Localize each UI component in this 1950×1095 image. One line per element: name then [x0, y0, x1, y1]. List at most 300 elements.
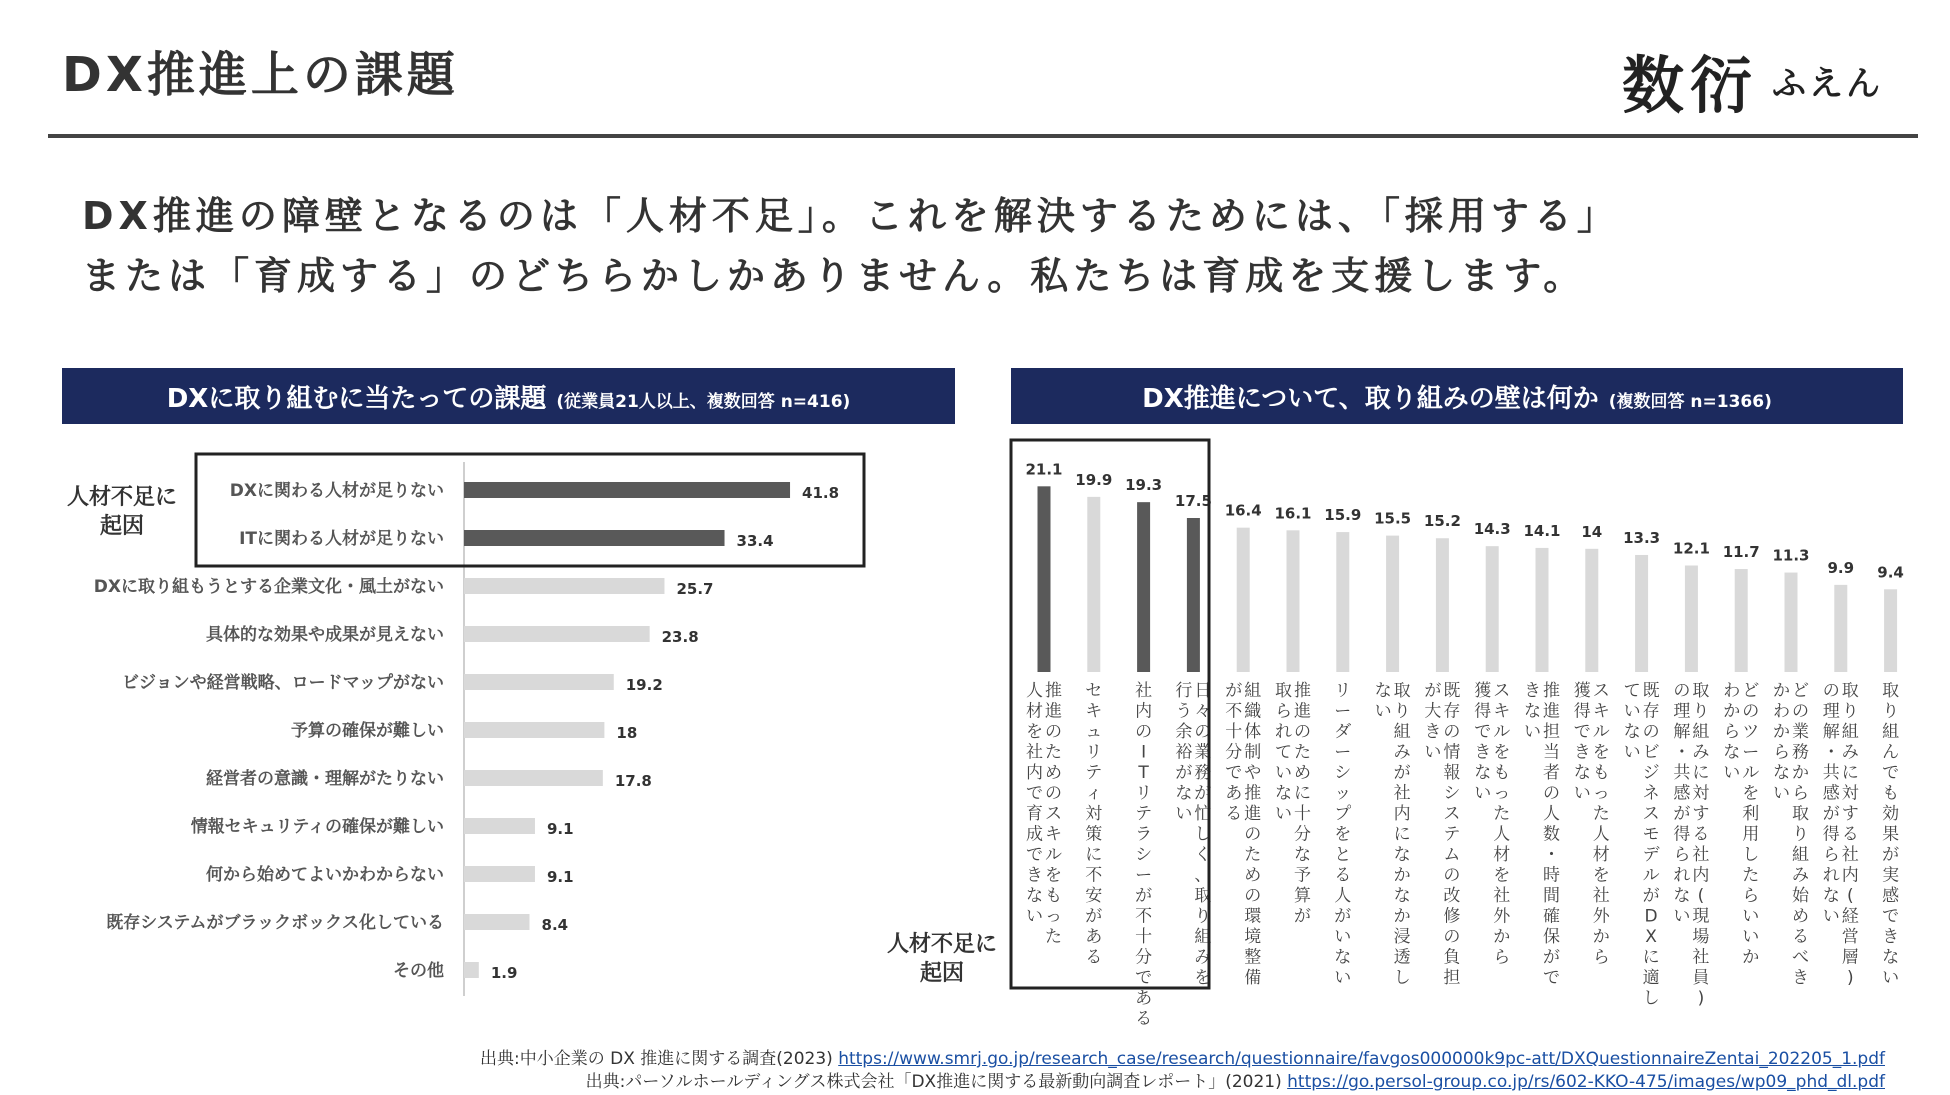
- right-chart-bar: [1635, 555, 1648, 672]
- right-chart-category-label-char: し: [1194, 824, 1212, 845]
- left-bar-chart: [60, 442, 880, 1006]
- right-chart-category-label-char: 解: [1673, 722, 1691, 742]
- right-chart-category-label-char: で: [1573, 722, 1591, 742]
- right-chart-category-label-char: の: [1443, 927, 1461, 947]
- right-chart-category-label-char: た: [1045, 927, 1062, 947]
- right-chart-category-label-char: い: [1424, 742, 1442, 763]
- right-chart-category-label-char: 十: [1135, 927, 1153, 947]
- right-chart-category-label-char: ル: [1642, 865, 1660, 886]
- right-chart-category-label-char: い: [1175, 804, 1193, 824]
- right-chart-category-label-char: い: [1524, 722, 1541, 742]
- right-chart-category-label-char: て: [1623, 681, 1641, 701]
- right-chart-category-label-char: が: [1194, 783, 1212, 804]
- right-chart-value-label: 15.2: [1423, 512, 1461, 531]
- right-chart-category-label-char: 進: [1543, 701, 1560, 722]
- right-chart-bar: [1087, 497, 1100, 672]
- right-chart-category-label-char: ツ: [1742, 722, 1760, 742]
- right-chart-category-label-char: な: [1374, 681, 1392, 701]
- right-chart-category-label-char: 社: [1135, 681, 1153, 701]
- right-chart-category-label-char: 組: [1692, 722, 1710, 742]
- right-chart-category-label-char: デ: [1642, 845, 1660, 865]
- right-chart-category-label-char: 果: [1882, 824, 1900, 845]
- right-chart-category-label-char: が: [1393, 763, 1411, 783]
- right-chart-category-label-char: 人: [1493, 824, 1511, 845]
- right-chart-category-label-char: を: [1334, 824, 1352, 845]
- right-chart-bar: [1585, 549, 1598, 672]
- right-chart-category-label-char: た: [1244, 845, 1262, 865]
- right-chart-category-label-char: 社: [1493, 886, 1511, 906]
- right-chart-category-label-char: ら: [1723, 722, 1741, 742]
- right-chart-category-label-char: ら: [1773, 742, 1790, 763]
- right-chart-category-label-char: を: [1045, 865, 1062, 886]
- left-chart-category-label: DXに関わる人材が足りない: [229, 481, 444, 501]
- right-chart-category-label-char: し: [1742, 845, 1760, 865]
- right-chart-category-label-char: の: [1792, 701, 1809, 722]
- right-chart-category-label-char: I: [1141, 742, 1147, 763]
- right-chart-category-label-char: か: [1393, 906, 1411, 927]
- right-chart-category-label-char: 得: [1673, 824, 1691, 845]
- right-chart-category-label-char: 対: [1692, 783, 1710, 804]
- right-chart-bar: [1884, 589, 1897, 672]
- right-chart-category-label-char: れ: [1822, 865, 1840, 886]
- right-chart-category-label-char: ・: [1822, 742, 1840, 763]
- right-chart-category-label-char: ッ: [1334, 783, 1352, 804]
- right-chart-category-label-char: ダ: [1334, 722, 1352, 742]
- right-chart-category-label-char: 推: [1045, 681, 1062, 701]
- right-bar-chart: [1005, 436, 1915, 1029]
- right-chart-category-label-char: 確: [1543, 906, 1560, 927]
- right-chart-category-label-char: 人: [1543, 804, 1560, 824]
- right-chart-bar: [1536, 548, 1549, 672]
- left-chart-value-label: 41.8: [802, 484, 840, 502]
- right-chart-category-label-char: を: [1592, 742, 1610, 763]
- right-chart-category-label-char: な: [1294, 845, 1311, 865]
- right-chart-category-label-char: 取: [1194, 886, 1212, 906]
- right-chart-category-label-char: な: [1882, 947, 1900, 968]
- right-chart-category-label-char: 不: [1225, 701, 1243, 722]
- right-chart-category-label-char: る: [1692, 824, 1710, 845]
- right-chart-category-label-char: い: [1773, 783, 1790, 804]
- left-chart-category-label: DXに取り組もうとする企業文化・風土がない: [93, 577, 444, 597]
- right-chart-category-label-char: 内: [1135, 701, 1153, 722]
- right-chart-category-label-char: を: [1493, 865, 1511, 886]
- headline: [82, 186, 1902, 306]
- right-chart-category-label-char: ス: [1642, 804, 1660, 824]
- right-chart-category-label-char: 当: [1543, 742, 1560, 763]
- right-chart-category-label-char: 進: [1244, 804, 1262, 824]
- right-chart-category-label-char: な: [1623, 722, 1641, 742]
- right-chart-category-label-char: 分: [1294, 824, 1311, 845]
- right-chart-category-label-char: 効: [1882, 804, 1900, 824]
- right-chart-category-label-char: 感: [1673, 783, 1691, 804]
- right-chart-value-label: 14.1: [1523, 521, 1561, 540]
- right-chart-category-label-char: 利: [1742, 804, 1760, 824]
- right-chart-category-label-char: が: [1225, 681, 1243, 701]
- logo-text: ふえん: [1772, 64, 1884, 104]
- right-chart-category-label-char: 算: [1294, 886, 1311, 906]
- right-chart-category-label-char: 材: [1592, 845, 1610, 865]
- right-chart-value-label: 11.7: [1722, 543, 1760, 562]
- left-chart-bar: [464, 530, 725, 546]
- right-chart-category-label-char: シ: [1443, 783, 1461, 804]
- source-1-text: 出典:中小企業の DX 推進に関する調査(2023): [479, 1049, 833, 1069]
- right-chart-category-label-char: か: [1592, 927, 1610, 947]
- right-chart-category-label-char: の: [1244, 824, 1262, 845]
- left-chart-bar: [464, 674, 614, 690]
- right-chart-category-label-char: あ: [1085, 927, 1103, 947]
- right-chart-category-label-char: み: [1841, 742, 1859, 763]
- right-chart-category-label-char: ル: [1742, 763, 1760, 783]
- right-chart-category-label-char: な: [1474, 763, 1492, 783]
- left-chart-value-label: 23.8: [661, 628, 699, 646]
- right-chart-category-label-char: 内: [1841, 865, 1859, 886]
- right-chart-value-label: 9.9: [1827, 558, 1855, 577]
- right-chart-category-label-char: が: [1175, 763, 1193, 783]
- right-chart-category-label-char: し: [1393, 968, 1411, 988]
- right-chart-category-label-char: き: [1792, 968, 1809, 988]
- right-chart-category-label-char: の: [1673, 681, 1691, 701]
- right-chart-category-label-char: 担: [1443, 968, 1461, 988]
- right-chart-category-label-char: い: [1573, 783, 1591, 804]
- right-chart-category-label-char: リ: [1334, 681, 1352, 701]
- right-chart-category-label-char: な: [1275, 783, 1292, 804]
- right-chart-category-label-char: 理: [1822, 701, 1840, 722]
- right-chart-category-label-char: 材: [1026, 701, 1043, 722]
- right-chart-category-label-char: り: [1194, 906, 1212, 927]
- left-chart-category-label: 具体的な効果や成果が見えない: [206, 625, 444, 645]
- right-chart-title: DX推進について、取り組みの壁は何か: [1142, 383, 1599, 414]
- left-chart-value-label: 25.7: [676, 580, 714, 598]
- right-chart-bar: [1735, 569, 1748, 672]
- left-chart-bar: [464, 770, 603, 786]
- right-chart-category-label-char: 数: [1543, 824, 1560, 845]
- right-chart-category-label-char: な: [1524, 701, 1541, 722]
- right-chart-category-label-char: テ: [1085, 763, 1103, 783]
- right-chart-category-label-char: あ: [1225, 783, 1243, 804]
- right-chart-category-label-char: い: [1334, 968, 1352, 988]
- right-chart-category-label-char: 組: [1792, 845, 1809, 865]
- right-chart-category-label-char: な: [1393, 845, 1411, 865]
- right-chart-category-label-char: 不: [1135, 906, 1153, 927]
- right-chart-category-label-char: 情: [1443, 742, 1461, 763]
- right-chart-category-label-char: の: [1194, 722, 1212, 742]
- right-chart-category-label-char: の: [1294, 722, 1311, 742]
- right-chart-category-label-char: 理: [1673, 701, 1691, 722]
- right-chart-category-label-char: ス: [1592, 681, 1610, 701]
- right-chart-category-label-char: う: [1175, 701, 1193, 722]
- right-chart-category-label-char: 内: [1393, 804, 1411, 824]
- right-chart-category-label-char: 予: [1294, 865, 1311, 886]
- source-2-text: 出典:パーソルホールディングス株式会社「DX推進に関する最新動向調査レポート」(2021): [585, 1072, 1282, 1092]
- right-bar-chart-svg: [1005, 436, 1915, 1029]
- right-chart-category-label-char: シ: [1135, 845, 1153, 865]
- right-chart-category-label-char: っ: [1493, 783, 1511, 804]
- right-chart-category-label-char: 人: [1592, 824, 1610, 845]
- right-chart-category-label-char: 推: [1244, 783, 1262, 804]
- right-chart-category-label-char: に: [1841, 763, 1859, 783]
- logo: [1622, 36, 1883, 125]
- right-chart-category-label-char: プ: [1334, 804, 1352, 824]
- right-chart-category-label-char: き: [1882, 927, 1900, 947]
- right-chart-bar: [1237, 528, 1250, 672]
- right-chart-category-label-char: い: [1673, 906, 1691, 927]
- right-chart-category-label-char: 員: [1692, 968, 1710, 988]
- right-chart-category-label-char: 経: [1841, 906, 1859, 927]
- right-chart-category-label-char: 用: [1742, 824, 1760, 845]
- right-chart-category-label-char: ジ: [1642, 763, 1660, 783]
- left-chart-highlight-label: 人材不足に: [66, 485, 178, 510]
- right-chart-value-label: 16.1: [1274, 504, 1312, 523]
- right-chart-category-label-char: 進: [1045, 701, 1062, 722]
- right-chart-category-label-char: も: [1592, 763, 1610, 783]
- right-chart-category-label-char: 組: [1194, 927, 1212, 947]
- right-chart-category-label-char: か: [1773, 722, 1790, 742]
- right-chart-category-label-char: れ: [1275, 722, 1292, 742]
- right-chart-category-label-char: り: [1841, 701, 1859, 722]
- right-chart-category-label-char: 担: [1543, 722, 1560, 742]
- right-chart-category-label-char: る: [1085, 947, 1103, 968]
- right-chart-category-label-char: ル: [1493, 722, 1511, 742]
- right-chart-category-label-char: 報: [1443, 763, 1461, 783]
- right-chart-category-label-char: ス: [1443, 804, 1461, 824]
- right-chart-category-label-char: も: [1045, 886, 1062, 906]
- right-chart-category-label-char: が: [1822, 804, 1840, 824]
- right-chart-category-label-char: の: [1742, 701, 1760, 722]
- right-chart-category-label-char: な: [1334, 947, 1352, 968]
- right-chart-category-label-char: る: [1225, 804, 1243, 824]
- right-chart-category-label-char: が: [1673, 804, 1691, 824]
- right-chart-category-label-char: が: [1294, 906, 1311, 927]
- right-chart-value-label: 21.1: [1025, 460, 1063, 479]
- right-chart-category-label-char: を: [1194, 968, 1212, 988]
- right-chart-category-label-char: 大: [1424, 701, 1442, 722]
- right-chart-category-label-char: や: [1244, 763, 1262, 783]
- right-chart-category-label-char: ): [1697, 988, 1705, 1009]
- right-chart-category-label-char: い: [1623, 742, 1641, 763]
- right-chart-category-label-char: 人: [1334, 886, 1352, 906]
- left-chart-value-label: 18: [616, 724, 638, 742]
- headline-line-2: または「育成する」のどちらかしかありません。私たちは育成を支援します。: [82, 254, 1587, 298]
- right-chart-category-label-char: 環: [1244, 906, 1262, 927]
- right-chart-category-label-char: っ: [1045, 906, 1062, 927]
- left-chart-value-label: 8.4: [541, 916, 569, 934]
- right-chart-category-label-char: 感: [1882, 886, 1900, 906]
- right-chart-category-label-char: 推: [1294, 681, 1311, 701]
- left-chart-subtitle: (従業員21人以上、複数回答 n=416): [556, 391, 851, 412]
- left-chart-bar: [464, 722, 604, 738]
- right-chart-category-label-char: な: [1773, 763, 1790, 783]
- right-chart-category-label-char: れ: [1673, 865, 1691, 886]
- right-chart-category-label-char: 整: [1244, 947, 1262, 968]
- right-chart-category-label-char: 、: [1194, 865, 1212, 886]
- right-chart-value-label: 16.4: [1224, 501, 1262, 520]
- right-chart-category-label-char: 現: [1692, 906, 1710, 927]
- right-chart-category-label-char: セ: [1085, 681, 1103, 701]
- right-chart-category-label-char: で: [1543, 968, 1560, 988]
- right-chart-category-label-char: 人: [1026, 681, 1043, 701]
- right-chart-category-label-char: 既: [1642, 681, 1660, 701]
- right-chart-category-label-char: 外: [1493, 906, 1511, 927]
- right-chart-banner: [1011, 368, 1903, 424]
- right-chart-category-label-char: か: [1723, 701, 1741, 722]
- right-chart-category-label-char: 不: [1085, 865, 1103, 886]
- right-chart-category-label-char: ー: [1135, 865, 1153, 886]
- right-chart-category-label-char: す: [1692, 804, 1710, 824]
- left-chart-bar: [464, 578, 664, 594]
- right-chart-category-label-char: 修: [1443, 906, 1461, 927]
- right-chart-category-label-char: き: [1424, 722, 1442, 742]
- right-chart-category-label-char: ビ: [1642, 742, 1660, 763]
- right-chart-category-label-char: キ: [1592, 701, 1610, 722]
- right-chart-category-label-char: を: [1493, 742, 1511, 763]
- right-chart-category-label-char: わ: [1773, 701, 1790, 722]
- right-chart-category-label-char: き: [1524, 681, 1541, 701]
- right-chart-category-label-char: る: [1334, 865, 1352, 886]
- right-chart-category-label-char: 業: [1194, 742, 1212, 763]
- right-chart-category-label-char: 存: [1642, 701, 1660, 722]
- left-chart-value-label: 17.8: [614, 772, 652, 790]
- headline-line-1: DX推進の障壁となるのは「人材不足」。これを解決するためには、「採用する」: [82, 194, 1620, 238]
- right-chart-category-label-char: る: [1135, 1009, 1153, 1029]
- right-chart-category-label-char: 共: [1673, 763, 1691, 783]
- left-chart-bar: [464, 914, 530, 930]
- right-chart-category-label-char: み: [1393, 742, 1411, 763]
- right-chart-category-label-char: 共: [1822, 763, 1840, 783]
- right-chart-category-label-char: 透: [1393, 947, 1411, 968]
- right-chart-value-label: 19.9: [1075, 470, 1113, 489]
- right-chart-category-label-char: も: [1493, 763, 1511, 783]
- right-chart-category-label-char: な: [1573, 763, 1591, 783]
- left-chart-category-label: 情報セキュリティの確保が難しい: [190, 817, 444, 837]
- right-chart-category-label-char: 組: [1393, 722, 1411, 742]
- right-chart-category-label-char: 社: [1393, 783, 1411, 804]
- right-chart-category-label-char: い: [1623, 701, 1641, 722]
- right-chart-category-label-char: と: [1334, 845, 1352, 865]
- right-chart-category-label-char: 外: [1592, 906, 1610, 927]
- right-chart-bar: [1685, 566, 1698, 672]
- source-2-link[interactable]: https://go.persol-group.co.jp/rs/602-KKO-475/images/wp09_phd_dl.pdf: [1287, 1072, 1885, 1092]
- right-chart-value-label: 11.3: [1772, 546, 1810, 565]
- right-chart-category-label-char: ら: [1673, 845, 1691, 865]
- right-chart-category-label-char: い: [1275, 763, 1292, 783]
- right-chart-category-label-char: ス: [1493, 681, 1511, 701]
- right-chart-category-label-char: ュ: [1085, 722, 1103, 742]
- right-chart-bar: [1187, 518, 1200, 672]
- right-chart-category-label-char: い: [1742, 906, 1760, 927]
- right-chart-category-label-char: す: [1841, 804, 1859, 824]
- right-chart-category-label-char: 分: [1225, 742, 1243, 763]
- right-chart-category-label-char: て: [1275, 742, 1292, 763]
- right-chart-category-label-char: 務: [1792, 742, 1809, 763]
- right-chart-category-label-char: 組: [1244, 681, 1262, 701]
- right-chart-category-label-char: た: [1493, 804, 1511, 824]
- right-chart-category-label-char: 忙: [1194, 804, 1212, 824]
- right-chart-category-label-char: が: [1882, 845, 1900, 865]
- right-chart-value-label: 15.9: [1324, 506, 1362, 525]
- right-chart-category-label-char: 取: [1275, 681, 1292, 701]
- right-chart-category-label-char: シ: [1334, 763, 1352, 783]
- right-chart-category-label-char: X: [1645, 927, 1657, 947]
- source-citation-1: [480, 1044, 1885, 1069]
- right-chart-category-label-char: い: [1026, 906, 1043, 927]
- right-chart-category-label-char: 策: [1085, 824, 1103, 845]
- left-chart-category-label: ITに関わる人材が足りない: [239, 529, 444, 549]
- right-chart-category-label-char: 成: [1026, 824, 1043, 845]
- page-title: DX推進上の課題: [62, 47, 459, 103]
- left-chart-title: DXに取り組むに当たっての課題: [166, 383, 547, 414]
- right-chart-category-label-char: い: [1822, 906, 1840, 927]
- right-chart-category-label-char: 制: [1244, 742, 1262, 763]
- right-chart-category-label-char: 行: [1175, 681, 1193, 701]
- right-chart-category-label-char: 取: [1792, 804, 1809, 824]
- source-citation-2: [586, 1067, 1885, 1092]
- left-chart-category-label: 既存システムがブラックボックス化している: [106, 913, 444, 933]
- right-chart-category-label-char: で: [1026, 845, 1043, 865]
- left-chart-highlight-label: 起因: [99, 514, 145, 539]
- right-chart-value-label: 12.1: [1672, 539, 1710, 558]
- left-chart-category-label: 予算の確保が難しい: [291, 721, 444, 741]
- right-chart-category-label-char: を: [1742, 783, 1760, 804]
- right-chart-category-label-char: 時: [1543, 865, 1560, 886]
- right-chart-category-label-char: な: [1393, 886, 1411, 906]
- right-chart-category-label-char: な: [1822, 886, 1840, 906]
- right-chart-category-label-char: を: [1592, 865, 1610, 886]
- right-chart-category-label-char: 余: [1175, 722, 1193, 742]
- header-divider: [48, 134, 1918, 138]
- right-chart-category-label-char: ん: [1882, 742, 1900, 763]
- right-chart-category-label-char: な: [1175, 783, 1193, 804]
- right-chart-category-label-char: に: [1692, 763, 1710, 783]
- right-chart-category-label-char: が: [1085, 906, 1103, 927]
- right-chart-category-label-char: み: [1194, 947, 1212, 968]
- right-chart-category-label-char: ど: [1742, 681, 1760, 701]
- right-chart-category-label-char: の: [1045, 783, 1062, 804]
- right-chart-category-label-char: (: [1697, 886, 1705, 906]
- right-chart-category-label-char: 者: [1543, 763, 1560, 783]
- left-chart-value-label: 19.2: [625, 676, 663, 694]
- left-chart-bar: [464, 866, 535, 882]
- right-highlight-line-1: 人材不足に: [886, 932, 997, 957]
- right-chart-category-label-char: 十: [1225, 722, 1243, 742]
- right-chart-category-label-char: み: [1692, 742, 1710, 763]
- right-chart-category-label-char: ): [1846, 968, 1854, 988]
- right-chart-category-label-char: で: [1225, 763, 1243, 783]
- right-chart-category-label-char: に: [1294, 783, 1311, 804]
- right-chart-category-label-char: の: [1443, 865, 1461, 886]
- right-chart-category-label-char: 間: [1543, 886, 1560, 906]
- right-chart-category-label-char: た: [1742, 865, 1760, 886]
- right-chart-category-label-char: く: [1194, 845, 1212, 865]
- right-chart-category-label-char: 十: [1294, 804, 1311, 824]
- right-chart-category-label-char: 備: [1244, 968, 1262, 988]
- right-chart-category-label-char: で: [1135, 968, 1153, 988]
- right-chart-category-label-char: 得: [1573, 701, 1591, 722]
- source-1-link[interactable]: https://www.smrj.go.jp/research_case/research/questionnaire/favgos000000k9pc-att/DXQuestionnaireZentai_202205_1.pdf: [838, 1049, 1885, 1069]
- right-chart-category-label-char: 取: [1841, 681, 1859, 701]
- right-chart-category-label-char: り: [1882, 701, 1900, 722]
- right-chart-category-label-char: 負: [1443, 947, 1461, 968]
- right-chart-bar: [1785, 573, 1798, 672]
- right-chart-category-label-char: 業: [1792, 722, 1809, 742]
- right-chart-category-label-char: 既: [1443, 681, 1461, 701]
- right-chart-category-label-char: 取: [1692, 681, 1710, 701]
- right-chart-category-label-char: 取: [1882, 681, 1900, 701]
- right-chart-bar: [1436, 538, 1449, 672]
- right-chart-category-label-char: 取: [1393, 681, 1411, 701]
- right-chart-category-label-char: を: [1026, 722, 1043, 742]
- right-chart-category-label-char: 内: [1692, 865, 1710, 886]
- right-chart-category-label-char: 社: [1841, 845, 1859, 865]
